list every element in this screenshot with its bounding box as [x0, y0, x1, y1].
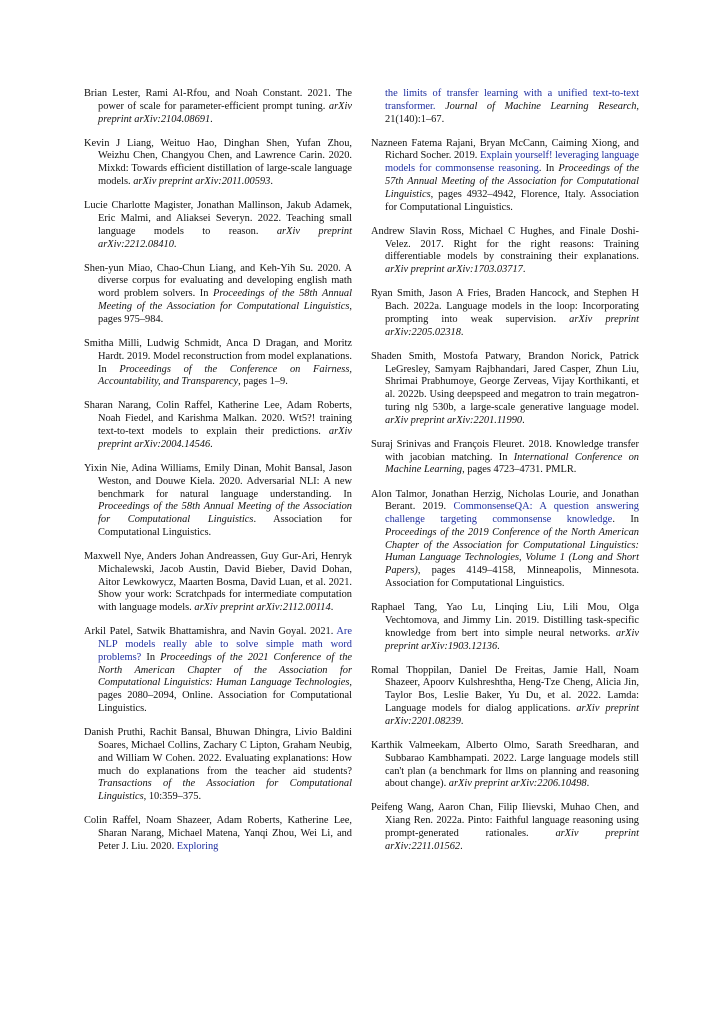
reference-text: , pages 1–9.: [238, 376, 288, 388]
reference-text: Danish Pruthi, Rachit Bansal, Bhuwan Dhingra, Livio Baldini Soares, Michael Collins, Zachary C Lipton, Graham Neubig, and William W Cohen. 2022. Evaluating explanations: How much do explanations from the teacher aid students?: [84, 727, 352, 777]
reference-link[interactable]: the limits of transfer learning with a unified text-to-text transformer.: [385, 88, 639, 112]
reference-entry: [371, 351, 639, 428]
reference-link[interactable]: Exploring: [176, 840, 219, 852]
references-right-column: [371, 88, 639, 865]
reference-link[interactable]: Are NLP models really able to solve simple math word problems?: [98, 626, 352, 663]
reference-venue: Transactions of the Association for Computational Linguistics: [98, 778, 352, 803]
reference-text: Kevin J Liang, Weituo Hao, Dinghan Shen, Yufan Zhou, Weizhu Chen, Changyou Chen, and Lawrence Carin. 2020. Mixkd: Towards efficient distillation of large-scale language models.: [84, 137, 352, 188]
reference-entry: [84, 138, 352, 189]
reference-text: , 10:359–375.: [143, 791, 202, 803]
reference-venue: Proceedings of the 58th Annual Meeting of the Association for Computational Linguistics: [98, 288, 352, 313]
reference-entry: [371, 288, 639, 339]
reference-venue: arXiv preprint arXiv:2201.08239: [385, 703, 639, 727]
reference-text: Shen-yun Miao, Chao-Chun Liang, and Keh-Yih Su. 2020. A diverse corpus for evaluating and developing english math word problem solvers. In: [84, 262, 352, 300]
reference-text: .: [586, 778, 590, 790]
reference-link[interactable]: Explain yourself! leveraging language models for commonsense reasoning: [385, 150, 639, 175]
reference-venue: arXiv preprint arXiv:2004.14546: [98, 426, 352, 450]
reference-text: Maxwell Nye, Anders Johan Andreassen, Guy Gur-Ari, Henryk Michalewski, Jacob Austin, David Bieber, David Dohan, Aitor Lewkowycz, Maarten Bosma, David Luan, et al. 2021. Show your work: Scratchpads for intermediate computation with language models.: [84, 550, 352, 614]
references-left-column: [84, 88, 352, 865]
reference-text: . Association for Computational Linguistics.: [98, 514, 352, 538]
reference-entry: [84, 263, 352, 327]
reference-entry: [84, 727, 352, 804]
reference-entry: [84, 88, 352, 126]
reference-text: In: [141, 651, 161, 663]
reference-text: Colin Raffel, Noam Shazeer, Adam Roberts, Katherine Lee, Sharan Narang, Michael Matena, Yanqi Zhou, Wei Li, and Peter J. Liu. 2020.: [84, 815, 352, 852]
reference-entry: [84, 338, 352, 389]
reference-text: .: [522, 264, 526, 276]
reference-text: Andrew Slavin Ross, Michael C Hughes, and Finale Doshi-Velez. 2017. Right for the right reasons: Training differentiable models by constraining their explanations.: [371, 225, 639, 263]
reference-text: .: [330, 602, 334, 614]
reference-venue: arXiv preprint arXiv:2201.11990: [385, 414, 523, 426]
reference-venue: arXiv preprint arXiv:2104.08691: [98, 100, 352, 125]
reference-text: Romal Thoppilan, Daniel De Freitas, Jamie Hall, Noam Shazeer, Apoorv Kulshreshtha, Heng-Tze Cheng, Alicia Jin, Taylor Bos, Leslie Baker, Yu Du, et al. 2022. Lamda: Language models for dialog applications.: [371, 664, 639, 715]
reference-venue: arXiv preprint arXiv:2011.00593: [133, 176, 271, 188]
reference-venue: arXiv preprint arXiv:2212.08410: [98, 225, 352, 250]
reference-text: .: [522, 414, 525, 426]
reference-text: .: [460, 715, 464, 727]
reference-venue: Proceedings of the Conference on Fairness, Accountability, and Transparency: [98, 363, 352, 388]
reference-text: Brian Lester, Rami Al-Rfou, and Noah Constant. 2021. The power of scale for parameter-efficient prompt tuning.: [84, 88, 352, 112]
reference-text: Lucie Charlotte Magister, Jonathan Mallinson, Jakub Adamek, Eric Malmi, and Aliaksei Severyn. 2022. Teaching small language models to reason.: [84, 200, 352, 237]
reference-text: Suraj Srinivas and François Fleuret. 2018. Knowledge transfer with jacobian matching. In: [371, 438, 639, 463]
reference-text: , pages 2080–2094, Online. Association for Computational Linguistics.: [98, 677, 352, 715]
reference-venue: arXiv preprint arXiv:2112.00114: [194, 602, 331, 614]
reference-venue: arXiv preprint arXiv:2205.02318: [385, 313, 639, 338]
reference-link[interactable]: CommonsenseQA: A question answering challenge targeting commonsense knowledge: [385, 501, 639, 526]
reference-text: Arkil Patel, Satwik Bhattamishra, and Navin Goyal. 2021.: [84, 626, 337, 638]
reference-text: , pages 4932–4942, Florence, Italy. Association for Computational Linguistics.: [385, 188, 639, 213]
reference-entry: [84, 626, 352, 716]
reference-entry: [371, 226, 639, 277]
reference-text: Karthik Valmeekam, Alberto Olmo, Sarath Sreedharan, and Subbarao Kambhampati. 2022. Large language models still can't plan (a benchmark for llms on planning and reasoning about change).: [371, 739, 639, 790]
reference-text: .: [460, 840, 463, 852]
reference-entry: [84, 551, 352, 615]
reference-entry: [371, 740, 639, 791]
reference-entry: [84, 400, 352, 451]
reference-text: Shaden Smith, Mostofa Patwary, Brandon Norick, Patrick LeGresley, Samyam Rajbhandari, Jared Casper, Zhun Liu, Shrimai Prabhumoye, George Zerveas, Vijay Korthikanti, et al. 2022b. Using deepspeed and megatron to train megatron-turing nlg 530b, a large-scale generative language model.: [371, 350, 639, 413]
reference-text: Smitha Milli, Ludwig Schmidt, Anca D Dragan, and Moritz Hardt. 2019. Model reconstruction from model explanations. In: [84, 337, 352, 375]
reference-entry: [84, 815, 352, 853]
reference-venue: arXiv preprint arXiv:1703.03717: [385, 264, 523, 276]
reference-venue: International Conference on Machine Learning: [385, 451, 639, 476]
reference-text: [436, 101, 446, 112]
reference-text: Alon Talmor, Jonathan Herzig, Nicholas Lourie, and Jonathan Berant. 2019.: [371, 488, 639, 513]
reference-venue: Proceedings of the 2019 Conference of the North American Chapter of the Association for Computational Linguistics: Human Language Technologies, Volume 1 (Long and Short Papers): [385, 526, 639, 577]
reference-text: .: [173, 238, 177, 250]
reference-text: .: [210, 113, 213, 125]
reference-text: Yixin Nie, Adina Williams, Emily Dinan, Mohit Bansal, Jason Weston, and Douwe Kiela. 2020. Adversarial NLI: A new benchmark for natural language understanding. In: [84, 462, 352, 500]
reference-text: .: [270, 176, 273, 188]
reference-text: , pages 4723–4731. PMLR.: [462, 464, 577, 476]
reference-venue: Proceedings of the 57th Annual Meeting of the Association for Computational Linguistics: [385, 163, 639, 200]
reference-text: , pages 975–984.: [98, 301, 352, 325]
reference-entry: [371, 439, 639, 477]
reference-text: Nazneen Fatema Rajani, Bryan McCann, Caiming Xiong, and Richard Socher. 2019.: [371, 137, 639, 162]
reference-text: . In: [538, 163, 559, 175]
reference-venue: Journal of Machine Learning Research: [445, 100, 637, 112]
reference-venue: arXiv preprint arXiv:1903.12136: [385, 627, 639, 652]
reference-entry: [84, 200, 352, 251]
reference-text: . In: [612, 514, 639, 526]
reference-text: Peifeng Wang, Aaron Chan, Filip Ilievski, Muhao Chen, and Xiang Ren. 2022a. Pinto: Faithful language reasoning using prompt-generated rationales.: [371, 802, 639, 840]
reference-text: Raphael Tang, Yao Lu, Linqing Liu, Lili Mou, Olga Vechtomova, and Jimmy Lin. 2019. Distilling task-specific knowledge from bert into simple neural networks.: [371, 602, 639, 639]
reference-entry: [371, 602, 639, 653]
reference-text: .: [460, 326, 464, 338]
reference-text: Ryan Smith, Jason A Fries, Braden Hancock, and Stephen H Bach. 2022a. Language models in the loop: Incorporating prompting into weak supervision.: [371, 288, 639, 325]
reference-text: .: [210, 438, 213, 450]
reference-entry: [371, 802, 639, 853]
reference-text: , pages 4149–4158, Minneapolis, Minnesota. Association for Computational Linguistics.: [385, 565, 639, 590]
reference-text: , 21(140):1–67.: [385, 100, 639, 125]
reference-text: .: [497, 640, 500, 652]
reference-venue: arXiv preprint arXiv:2206.10498: [448, 778, 587, 790]
reference-venue: Proceedings of the 58th Annual Meeting of the Association for Computational Linguistics: [98, 501, 352, 526]
reference-text: Sharan Narang, Colin Raffel, Katherine Lee, Adam Roberts, Noah Fiedel, and Karishma Malkan. 2020. Wt5?! training text-to-text models to explain their predictions.: [84, 400, 352, 438]
reference-venue: Proceedings of the 2021 Conference of the North American Chapter of the Association for Computational Linguistics: Human Language Technologies: [98, 651, 352, 689]
reference-venue: arXiv preprint arXiv:2211.01562: [385, 828, 639, 852]
reference-entry: [84, 463, 352, 540]
reference-entry: [371, 489, 639, 591]
reference-continuation: [371, 88, 639, 126]
reference-entry: [371, 665, 639, 729]
reference-entry: [371, 138, 639, 215]
